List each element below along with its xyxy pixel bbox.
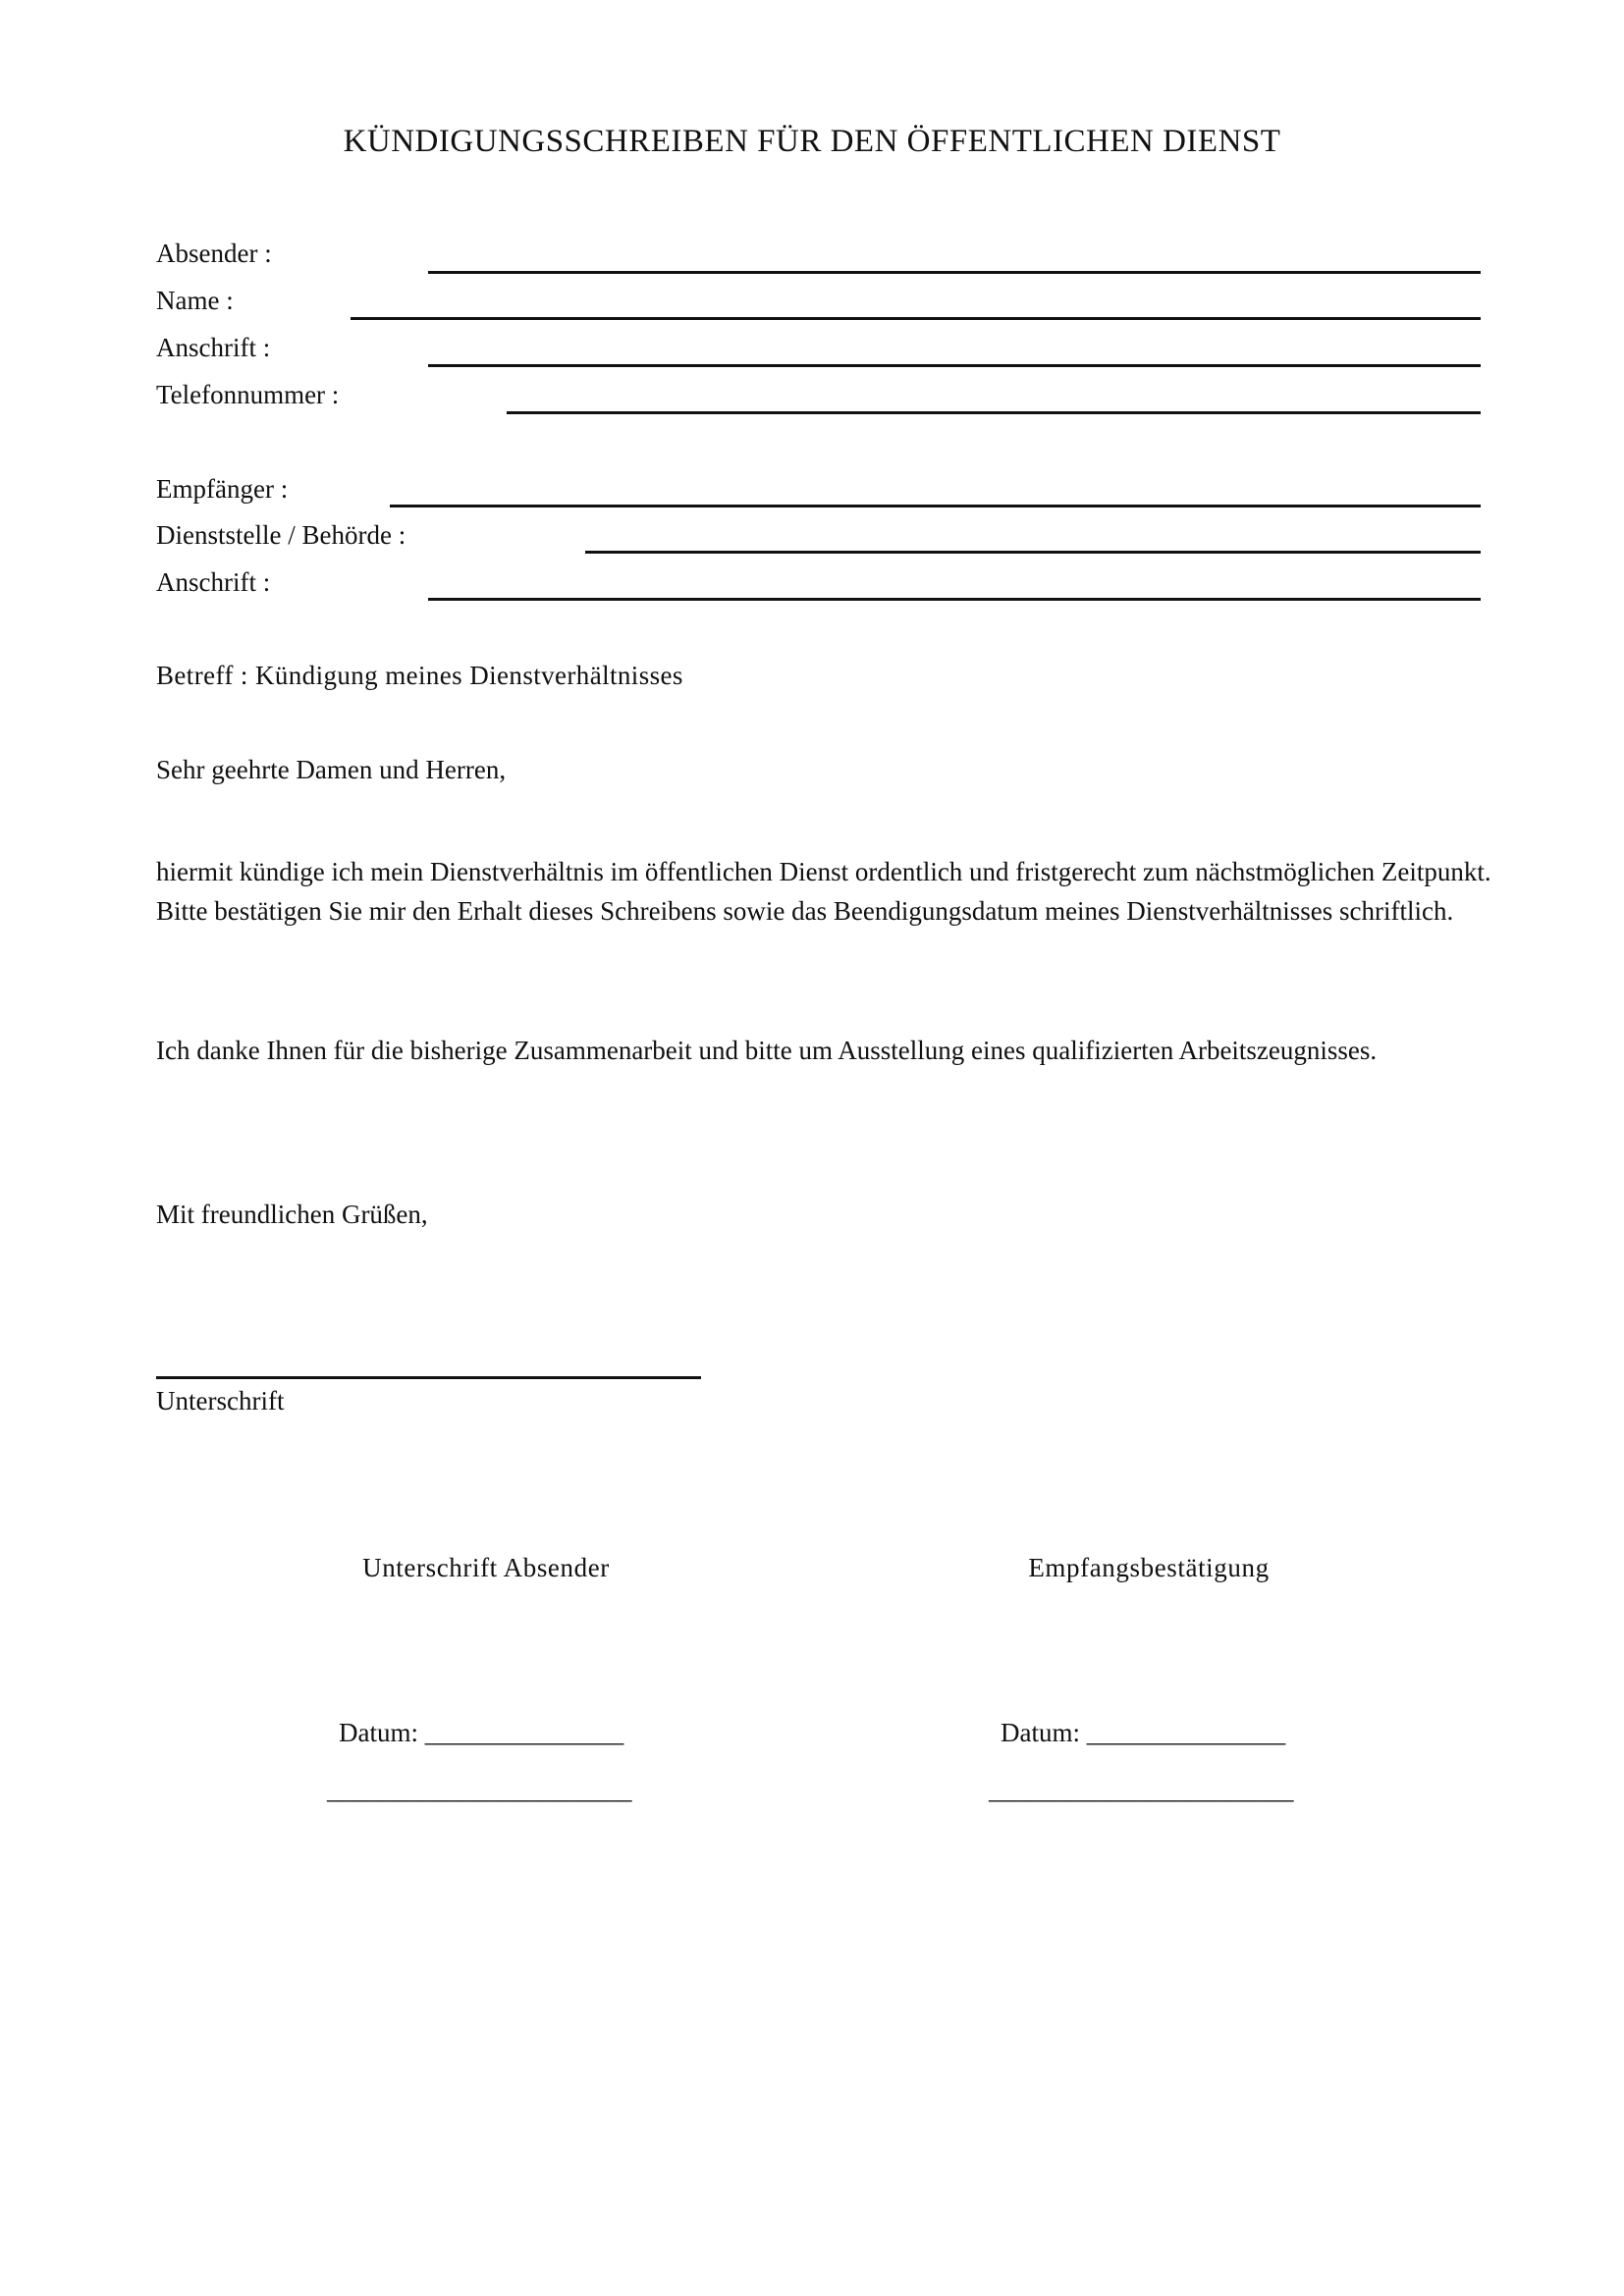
sender-address-label: Anschrift : (156, 333, 271, 362)
sender-signature-heading: Unterschrift Absender (362, 1553, 610, 1582)
closing: Mit freundlichen Grüßen, (156, 1200, 428, 1229)
recipient-address-label: Anschrift : (156, 567, 271, 597)
phone-label: Telefonnummer : (156, 380, 340, 409)
salutation: Sehr geehrte Damen und Herren, (156, 755, 507, 784)
body-paragraph (156, 852, 1511, 931)
sender-signature-blank[interactable]: _______________________ (327, 1775, 632, 1804)
signature-line[interactable] (156, 1376, 701, 1379)
thanks-paragraph: Ich danke Ihnen für die bisherige Zusammenarbeit und bitte um Ausstellung eines qualifizierten Arbeitszeugnisses. (156, 1036, 1378, 1065)
document-title: KÜNDIGUNGSSCHREIBEN FÜR DEN ÖFFENTLICHEN DIENST (343, 124, 1281, 159)
phone-field-line[interactable] (507, 411, 1481, 414)
agency-label: Dienststelle / Behörde : (156, 520, 406, 550)
sender-address-field-line[interactable] (428, 364, 1481, 367)
sender-date-line[interactable]: Datum: _______________ (339, 1718, 624, 1747)
recipient-label: Empfänger : (156, 474, 289, 504)
agency-field-line[interactable] (585, 551, 1481, 554)
recipient-field-line[interactable] (390, 505, 1481, 507)
sender-label: Absender : (156, 239, 272, 268)
recipient-address-field-line[interactable] (428, 598, 1481, 601)
signature-label: Unterschrift (156, 1386, 285, 1415)
receipt-confirmation-heading: Empfangsbestätigung (1028, 1553, 1270, 1582)
name-field-line[interactable] (351, 317, 1481, 320)
name-label: Name : (156, 286, 234, 315)
subject-line: Betreff : Kündigung meines Dienstverhältnisses (156, 661, 683, 690)
receipt-date-line[interactable]: Datum: _______________ (1001, 1718, 1286, 1747)
receipt-signature-blank[interactable]: _______________________ (989, 1775, 1294, 1804)
sender-field-line[interactable] (428, 271, 1481, 274)
body-paragraph-text: hiermit kündige ich mein Dienstverhältnis im öffentlichen Dienst ordentlich und fristgerecht zum nächstmöglichen Zeitpunkt. Bitte bestätigen Sie mir den Erhalt dieses Schreibens sowie das Beendigungsdatum meines Dienstverhältnisses schriftlich. (156, 857, 1491, 926)
